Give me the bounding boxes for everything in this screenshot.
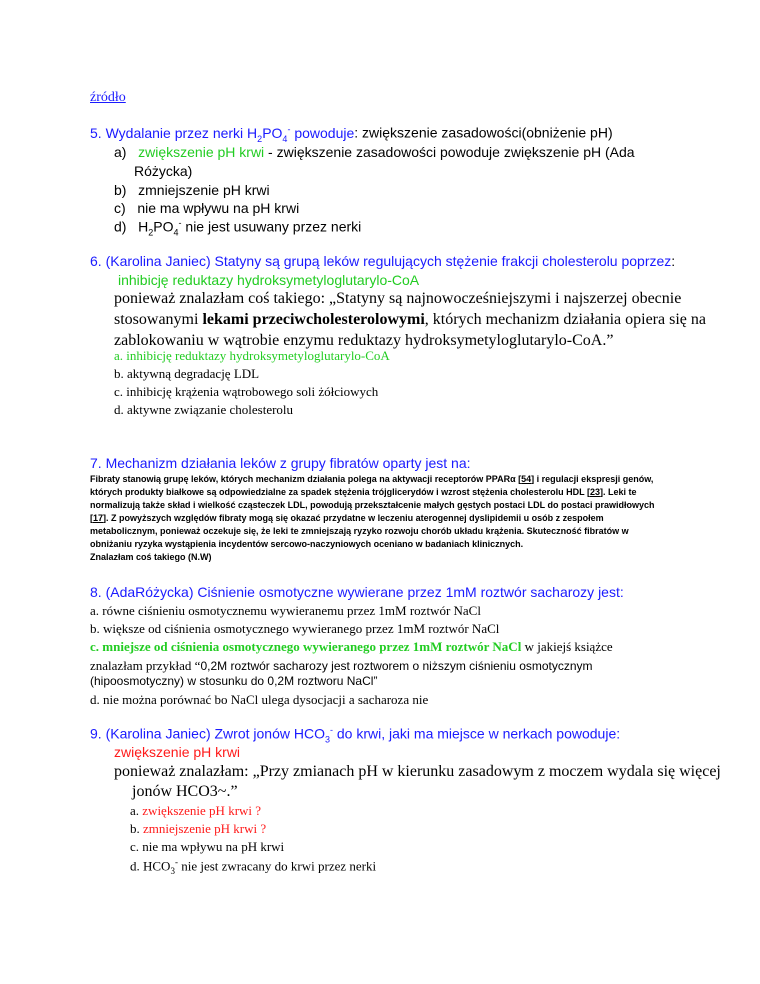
question-5-option-a: a) zwiększenie pH krwi - zwiększenie zasadowości powoduje zwiększenie pH (Ada	[114, 144, 635, 160]
question-9-answer: zwiększenie pH krwi	[114, 744, 241, 760]
question-6-option-d: d. aktywne związanie cholesterolu	[114, 402, 294, 417]
question-7-body-line-3: normalizują także skład i wielkość cząsteczek LDL, powodują przekształcenie małych gęstych postaci LDL do postaci prawidłowych	[90, 500, 655, 510]
question-9-note-line-1: ponieważ znalazłam: „Przy zmianach pH w kierunku zasadowym z moczem wydala się więcej	[114, 763, 721, 780]
reference-link-17[interactable]: 17	[93, 513, 104, 523]
question-8-title: 8. (AdaRóżycka) Ciśnienie osmotyczne wywierane przez 1mM roztwór sacharozy jest:	[90, 584, 624, 600]
question-7-body-line-5: metabolicznym, ponieważ oczekuje się, że leki te zmniejszają ryzyko rozwoju chorób układu krążenia. Skuteczność fibratów w	[90, 526, 629, 536]
question-8-option-d: d. nie można porównać bo NaCl ulega dysocjacji a sacharoza nie	[90, 692, 429, 707]
question-7-title: 7. Mechanizm działania leków z grupy fibratów oparty jest na:	[90, 455, 471, 471]
question-5-option-b: b) zmniejszenie pH krwi	[114, 182, 270, 198]
question-8-note-line-1: znalazłam przykład “0,2M roztwór sacharozy jest roztworem o niższym ciśnieniu osmotycznym	[90, 658, 593, 673]
question-6-option-a: a. inhibicję reduktazy hydroksymetyloglutarylo-CoA	[114, 348, 390, 363]
question-6-note-line-3: zablokowaniu w wątrobie enzymu reduktazy hydroksymetyloglutarylo-CoA.”	[114, 332, 614, 349]
question-6-note-line-2: stosowanymi lekami przeciwcholesterolowymi, których mechanizm działania opiera się na	[114, 311, 706, 328]
question-9-option-c: c. nie ma wpływu na pH krwi	[130, 839, 285, 854]
question-6-option-b: b. aktywną degradację LDL	[114, 366, 260, 381]
question-9-option-d: d. $HCO_3^-$ nie jest zwracany do krwi przez nerki	[130, 857, 377, 876]
question-6-note-line-1: ponieważ znalazłam coś takiego: „Statyny są najnowocześniejszymi i najszerzej obecnie	[114, 290, 682, 307]
question-8-option-c: c. mniejsze od ciśnienia osmotycznego wywieranego przez 1mM roztwór NaCl w jakiejś książce	[90, 639, 613, 654]
question-5-option-a-note: Różycka)	[134, 163, 193, 179]
question-6-answer: inhibicję reduktazy hydroksymetyloglutarylo-CoA	[118, 272, 420, 288]
question-9-option-a: a. zwiększenie pH krwi ?	[130, 803, 262, 818]
question-6-title: 6. (Karolina Janiec) Statyny są grupą leków regulujących stężenie frakcji cholesterolu poprzez:	[90, 253, 676, 269]
question-9-option-b: b. zmniejszenie pH krwi ?	[130, 821, 267, 836]
question-8-option-b: b. większe od ciśnienia osmotycznego wywieranego przez 1mM roztwór NaCl	[90, 621, 500, 636]
source-link[interactable]: źródło	[90, 90, 126, 105]
question-6-option-c: c. inhibicję krążenia wątrobowego soli żółciowych	[114, 384, 379, 399]
question-7-body-line-2: których produkty białkowe są odpowiedzialne za spadek stężenia trójglicerydów i wzrost stężenia cholesterolu HDL [23]. Leki te	[90, 487, 637, 497]
question-5-option-c: c) nie ma wpływu na pH krwi	[114, 200, 300, 216]
question-7-body-line-7: Znalazłam coś takiego (N.W)	[90, 552, 212, 562]
question-7-body-line-4: [17]. Z powyższych względów fibraty mogą się okazać przydatne w leczeniu aterogennej dyslipidemii u osób z zespołem	[90, 513, 604, 523]
question-7-body-line-6: obniżaniu ryzyka wystąpienia incydentów sercowo-naczyniowych oceniano w badaniach klinicznych.	[90, 539, 524, 549]
question-7-body-line-1: Fibraty stanowią grupę leków, których mechanizm działania polega na aktywacji receptorów PPARα [54] i regulacji ekspresji genów,	[90, 474, 654, 484]
question-9-title: 9. (Karolina Janiec) Zwrot jonów $HCO_3^-$ do krwi, jaki ma miejsce w nerkach powoduje:	[90, 725, 621, 745]
question-8-option-a: a. równe ciśnieniu osmotycznemu wywieranemu przez 1mM roztwór NaCl	[90, 603, 481, 618]
question-5-option-d: d) $H_2PO_4^-$ nie jest usuwany przez nerki	[114, 218, 362, 238]
question-8-note-line-2: (hipoosmotyczny) w stosunku do 0,2M roztworu NaCl”	[90, 674, 378, 688]
question-5-title: 5. Wydalanie przez nerki $H_2PO_4^-$ powoduje: zwiększenie zasadowości(obniżenie pH)	[90, 124, 613, 144]
reference-link-54[interactable]: 54	[521, 474, 532, 484]
reference-link-23[interactable]: 23	[589, 487, 600, 497]
question-9-note-line-2: jonów HCO3~.”	[132, 783, 238, 800]
